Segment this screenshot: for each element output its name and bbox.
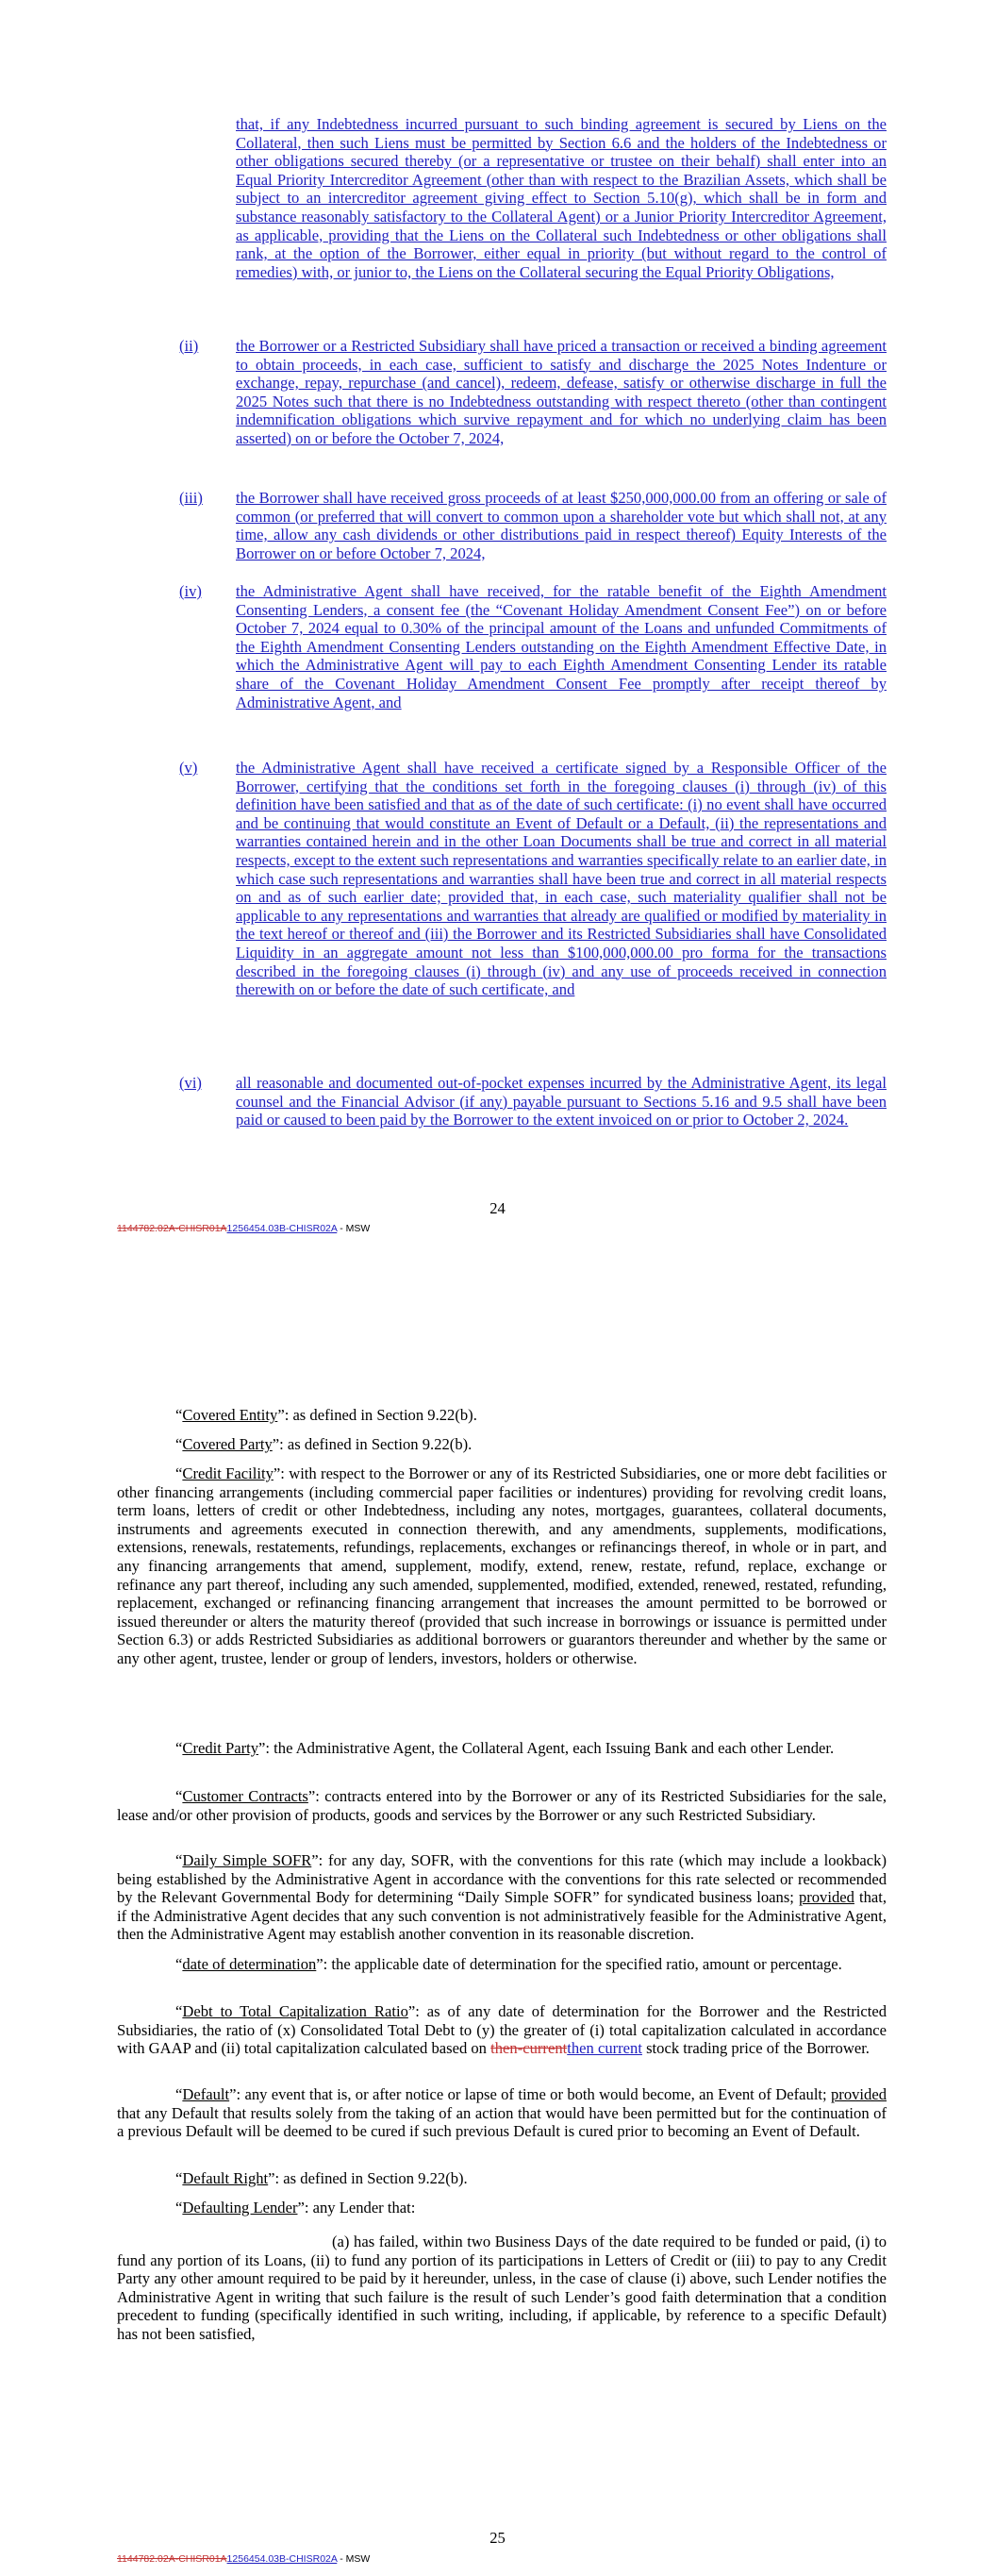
definition-term: Daily Simple SOFR — [182, 1851, 312, 1869]
definition-date-of-determination: “date of determination”: the applicable date of determination for the specified ratio, amount or percentage. — [175, 1955, 842, 1973]
continuation-paragraph: that, if any Indebtedness incurred pursuant to such binding agreement is secured by Liens on the Collateral, then such Liens must be permitted by Section 6.6 and the holders of the Indebtedness or other obligations secured thereby (or a representative or trustee on their behalf) shall enter into an Equal Priority Intercreditor Agreement (other than with respect to the Brazilian Assets, which shall be subject to an intercreditor agreement giving effect to Section 5.10(g), which shall be in form and substance reasonably satisfactory to the Collateral Agent) or a Junior Priority Intercreditor Agreement, as applicable, providing that the Liens on the Collateral such Indebtedness or other obligations shall rank, at the option of the Borrower, either equal in priority (but without regard to the control of remedies) with, or junior to, the Liens on the Collateral securing the Equal Priority Obligations, — [236, 115, 887, 281]
clause-text: the Administrative Agent shall have received a certificate signed by a Responsible Officer of the Borrower, certifying that the conditions set forth in the foregoing clauses (i) through (iv) of this definition have been satisfied and that as of the date of such certificate: (i) no event shall have occurred and be continuing that would constitute an Event of Default or a Default, (ii) the representations and warranties contained herein and in the other Loan Documents shall be true and correct in all material respects, except to the extent such representations and warranties specifically relate to an earlier date, in which case such representations and warranties shall have been true and correct in all material respects on and as of such earlier date; provided that, in each case, such materiality qualifier shall not be applicable to any representations and warranties that already are qualified or modified by materiality in the text hereof or thereof and (iii) the Borrower and its Restricted Subsidiaries shall have Consolidated Liquidity in an aggregate amount not less than $100,000,000.00 pro forma for the transactions described in the foregoing clauses (i) through (iv) and any use of proceeds received in connection therewith on or before the date of such certificate, and — [236, 759, 887, 999]
definition-text: : any Lender that: — [304, 2199, 416, 2216]
definition-defaulting-lender: “Defaulting Lender”: any Lender that: — [175, 2199, 416, 2216]
definition-covered-entity: “Covered Entity”: as defined in Section 9.22(b). — [175, 1406, 477, 1424]
definition-credit-party: “Credit Party”: the Administrative Agent, the Collateral Agent, each Issuing Bank and each other Lender. — [175, 1739, 835, 1757]
definition-text: : as defined in Section 9.22(b). — [274, 2169, 468, 2187]
page-gap — [0, 1255, 995, 1378]
definition-text: : contracts entered into by the Borrower or any of its Restricted Subsidiaries for the sale, lease and/or other provision of products, goods and services by the Borrower or any such Restricted Subsidiary. — [117, 1787, 887, 1824]
clause-text: the Borrower or a Restricted Subsidiary shall have priced a transaction or received a binding agreement to obtain proceeds, in each case, sufficient to satisfy and discharge the 2025 Notes Indenture or exchange, repay, repurchase (and cancel), redeem, defease, satisfy or otherwise discharge in full the 2025 Notes such that there is no Indebtedness outstanding with respect thereto (other than contingent indemnification obligations which survive repayment and for which no underlying claim has been asserted) on or before the October 7, 2024, — [236, 337, 887, 447]
definition-text: : as defined in Section 9.22(b). — [284, 1406, 477, 1424]
definition-text: : as defined in Section 9.22(b). — [279, 1435, 473, 1453]
definition-term: Customer Contracts — [182, 1787, 308, 1805]
document-footer — [117, 2553, 370, 2565]
definition-term: date of determination — [182, 1955, 317, 1973]
clause-number: (ii) — [179, 337, 199, 355]
definition-default-right: “Default Right”: as defined in Section 9.22(b). — [175, 2169, 468, 2187]
inserted-text: then current — [567, 2039, 642, 2058]
clause-number: (vi) — [179, 1074, 202, 1092]
definition-customer-contracts: “Customer Contracts”: contracts entered into by the Borrower or any of its Restricted Subsidiaries for the sale, lease and/or other provision of products, goods and services by the Borrower or any such Restricted Subsidiary. — [117, 1787, 887, 1824]
definition-term: Credit Party — [182, 1739, 259, 1757]
clause-text: the Borrower shall have received gross proceeds of at least $250,000,000.00 from an offering or sale of common (or preferred that will convert to common upon a shareholder vote but which shall not, at any time, allow any cash dividends or other distributions paid in respect thereof) Equity Interests of the Borrower on or before October 7, 2024, — [236, 489, 887, 562]
subclause-a: (a) has failed, within two Business Days of the date required to be funded or paid, (i) to fund any portion of its Loans, (ii) to fund any portion of its participations in Letters of Credit or (iii) to pay to any Credit Party any other amount required to be paid by it hereunder, unless, in the case of clause (i) above, such Lender notifies the Administrative Agent in writing that such failure is the result of such Lender’s good faith determination that a condition precedent to funding (specifically identified in such writing, including, if applicable, by reference to a specific Default) has not been satisfied, — [117, 2233, 887, 2343]
page-number: 24 — [489, 1199, 506, 1217]
definition-term: Default Right — [182, 2169, 269, 2187]
clause-number: (iii) — [179, 489, 203, 507]
deleted-text: then-current — [490, 2039, 568, 2058]
definition-text: that any Default that results solely from the taking of an action that would have been permitted but for the continuation of a previous Default will be deemed to be cured if such previous Default is cured prior to becoming an Event of Default. — [117, 2103, 887, 2141]
definition-text: : any event that is, or after notice or lapse of time or both would become, an Event of Default; — [236, 2085, 831, 2103]
footer-tail: - MSW — [337, 2553, 371, 2565]
footer-tail: - MSW — [337, 1223, 371, 1234]
definition-text: stock trading price of the Borrower. — [641, 2039, 870, 2058]
clause-number: (v) — [179, 759, 198, 777]
page-25 — [0, 1378, 995, 2576]
definition-text: : the Administrative Agent, the Collateral Agent, each Issuing Bank and each other Lender. — [265, 1739, 835, 1757]
clause-text: all reasonable and documented out-of-pocket expenses incurred by the Administrative Agent, its legal counsel and the Financial Advisor (if any) payable pursuant to Sections 5.16 and 9.5 shall have been paid or caused to been paid by the Borrower to the extent invoiced on or prior to October 2, 2024. — [236, 1074, 887, 1129]
footer-inserted-id: 1256454.03B-CHISR02A — [226, 1223, 338, 1234]
definition-term: Debt to Total Capitalization Ratio — [182, 2002, 408, 2020]
definition-term: Credit Facility — [182, 1464, 274, 1482]
definition-term: Default — [182, 2085, 230, 2103]
definition-debt-to-total-capitalization-ratio: “Debt to Total Capitalization Ratio”: as of any date of determination for the Borrower and the Restricted Subsidiaries, the ratio of (x) Consolidated Total Debt to (y) the greater of (i) total capitalization calculated in accordance with GAAP and (ii) total capitalization calculated based on then-currentthen current stock trading price of the Borrower. — [117, 2002, 887, 2058]
definition-term: Covered Party — [182, 1435, 273, 1453]
document-footer — [117, 1223, 370, 1234]
footer-deleted-id: 1144782.02A-CHISR01A — [117, 2553, 227, 2565]
definition-text: that, if the Administrative Agent decides that any such convention is not administratively feasible for the Administrative Agent, then the Administrative Agent may establish another convention in its reasonable discretion. — [117, 1888, 887, 1944]
definition-text: : the applicable date of determination for the specified ratio, amount or percentage. — [323, 1955, 842, 1973]
definition-covered-party: “Covered Party”: as defined in Section 9.22(b). — [175, 1435, 473, 1453]
definition-text: : as of any date of determination for the Borrower and the Restricted Subsidiaries, the ratio of (x) Consolidated Total Debt to (y) the greater of (i) total capitalization calculated in accordance with GAAP and (ii) total capitalization calculated based on — [117, 2002, 887, 2058]
clause-text: the Administrative Agent shall have received, for the ratable benefit of the Eighth Amendment Consenting Lenders, a consent fee (the “Covenant Holiday Amendment Consent Fee”) on or before October 7, 2024 equal to 0.30% of the principal amount of the Loans and unfunded Commitments of the Eighth Amendment Consenting Lenders outstanding on the Eighth Amendment Effective Date, in which the Administrative Agent will pay to each Eighth Amendment Consenting Lender its ratable share of the Covenant Holiday Amendment Consent Fee promptly after receipt thereof by Administrative Agent, and — [236, 582, 887, 711]
definition-default: “Default”: any event that is, or after notice or lapse of time or both would become, an Event of Default; provided that any Default that results solely from the taking of an action that would have been permitted but for the continuation of a previous Default will be deemed to be cured if such previous Default is cured prior to becoming an Event of Default. — [117, 2085, 887, 2141]
footer-inserted-id: 1256454.03B-CHISR02A — [226, 2553, 338, 2565]
definition-text: : for any day, SOFR, with the conventions for this rate (which may include a lookback) being established by the Administrative Agent in accordance with the conventions for this rate selected or recommended by the Relevant Governmental Body for determining “Daily Simple SOFR” for syndicated business loans; — [117, 1851, 887, 1907]
definition-credit-facility: “Credit Facility”: with respect to the Borrower or any of its Restricted Subsidiaries, one or more debt facilities or other financing arrangements (including commercial paper facilities or indentures) providing for revolving credit loans, term loans, letters of credit or other Indebtedness, including any notes, mortgages, guarantees, collateral documents, instruments and agreements executed in connection therewith, and any amendments, supplements, modifications, extensions, renewals, restatements, refundings, replacements, exchanges or refinancings thereof, in whole or in part, and any financing arrangements that amend, supplement, modify, extend, renew, restate, refund, replace, exchange or refinance any part thereof, including any such amended, supplemented, modified, extended, renewed, restated, refunding, replacement, exchanged or refinancing financing arrangement that increases the amount permitted to be borrowed or issued thereunder or alters the maturity thereof (provided that such increase in borrowings or issuance is permitted under Section 6.3) or adds Restricted Subsidiaries as additional borrowers or guarantors thereunder and whether by the same or any other agent, trustee, lender or group of lenders, investors, holders or otherwise. — [117, 1464, 887, 1667]
provided-term: provided — [831, 2085, 887, 2103]
provided-term: provided — [798, 1888, 854, 1907]
page-24 — [0, 0, 995, 1255]
definition-daily-simple-sofr: “Daily Simple SOFR”: for any day, SOFR, with the conventions for this rate (which may include a lookback) being established by the Administrative Agent in accordance with the conventions for this rate selected or recommended by the Relevant Governmental Body for determining “Daily Simple SOFR” for syndicated business loans; provided that, if the Administrative Agent decides that any such convention is not administratively feasible for the Administrative Agent, then the Administrative Agent may establish another convention in its reasonable discretion. — [117, 1851, 887, 1944]
footer-deleted-id: 1144782.02A-CHISR01A — [117, 1223, 227, 1234]
clause-number: (iv) — [179, 582, 202, 600]
definition-text: : with respect to the Borrower or any of its Restricted Subsidiaries, one or more debt facilities or other financing arrangements (including commercial paper facilities or indentures) providing for revolving credit loans, term loans, letters of credit or other Indebtedness, including any notes, mortgages, guarantees, collateral documents, instruments and agreements executed in connection therewith, and any amendments, supplements, modifications, extensions, renewals, restatements, refundings, replacements, exchanges or refinancings thereof, in whole or in part, and any financing arrangements that amend, supplement, modify, extend, renew, restate, refund, replace, exchange or refinance any part thereof, including any such amended, supplemented, modified, extended, renewed, restated, refunding, replacement, exchanged or refinancing financing arrangement that increases the amount permitted to be borrowed or issued thereunder or alters the maturity thereof (provided that such increase in borrowings or issuance is permitted under Section 6.3) or adds Restricted Subsidiaries as additional borrowers or guarantors thereunder and whether by the same or any other agent, trustee, lender or group of lenders, investors, holders or otherwise. — [117, 1464, 887, 1667]
definition-term: Defaulting Lender — [182, 2199, 298, 2216]
definition-term: Covered Entity — [182, 1406, 278, 1424]
page-number: 25 — [489, 2529, 506, 2547]
